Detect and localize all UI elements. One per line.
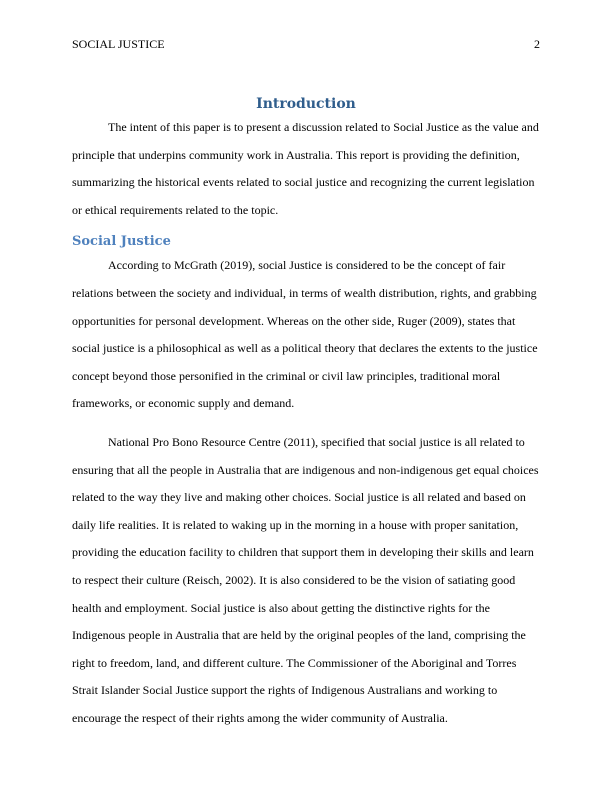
introduction-paragraph: The intent of this paper is to present a discussion related to Social Justice as the value and principle that underpins community work in Australia. This report is providing the definition, summarizing the historical events related to social justice and recognizing the current legislation or ethical requirements related to the topic. xyxy=(72,120,539,217)
page-content xyxy=(72,94,540,732)
social-justice-paragraph-2: National Pro Bono Resource Centre (2011), specified that social justice is all related to ensuring that all the people in Australia that are indigenous and non-indigenous get equal choices related to the way they live and making other choices. Social justice is all related and based on daily life realities. It is related to waking up in the morning in a house with proper sanitation, providing the education facility to children that support them in developing their skills and learn to respect their culture (Reisch, 2002). It is also considered to be the vision of satiating good health and employment. Social justice is also about getting the distinctive rights for the Indigenous people in Australia that are held by the original peoples of the land, comprising the right to freedom, land, and different culture. The Commissioner of the Aboriginal and Torres Strait Islander Social Justice support the rights of Indigenous Australians and working to encourage the respect of their rights among the wider community of Australia. xyxy=(72,434,539,725)
social-justice-heading: Social Justice xyxy=(72,234,171,250)
page-number: 2 xyxy=(534,37,540,51)
page-header xyxy=(72,36,540,52)
introduction-heading: Introduction xyxy=(256,96,356,112)
running-head: SOCIAL JUSTICE xyxy=(72,37,165,51)
social-justice-paragraph-1: According to McGrath (2019), social Justice is considered to be the concept of fair relations between the society and individual, in terms of wealth distribution, rights, and grabbing opportunities for personal development. Whereas on the other side, Ruger (2009), states that social justice is a philosophical as well as a political theory that declares the extents to the justice concept beyond those personified in the criminal or civil law principles, traditional moral frameworks, or economic supply and demand. xyxy=(72,258,538,411)
